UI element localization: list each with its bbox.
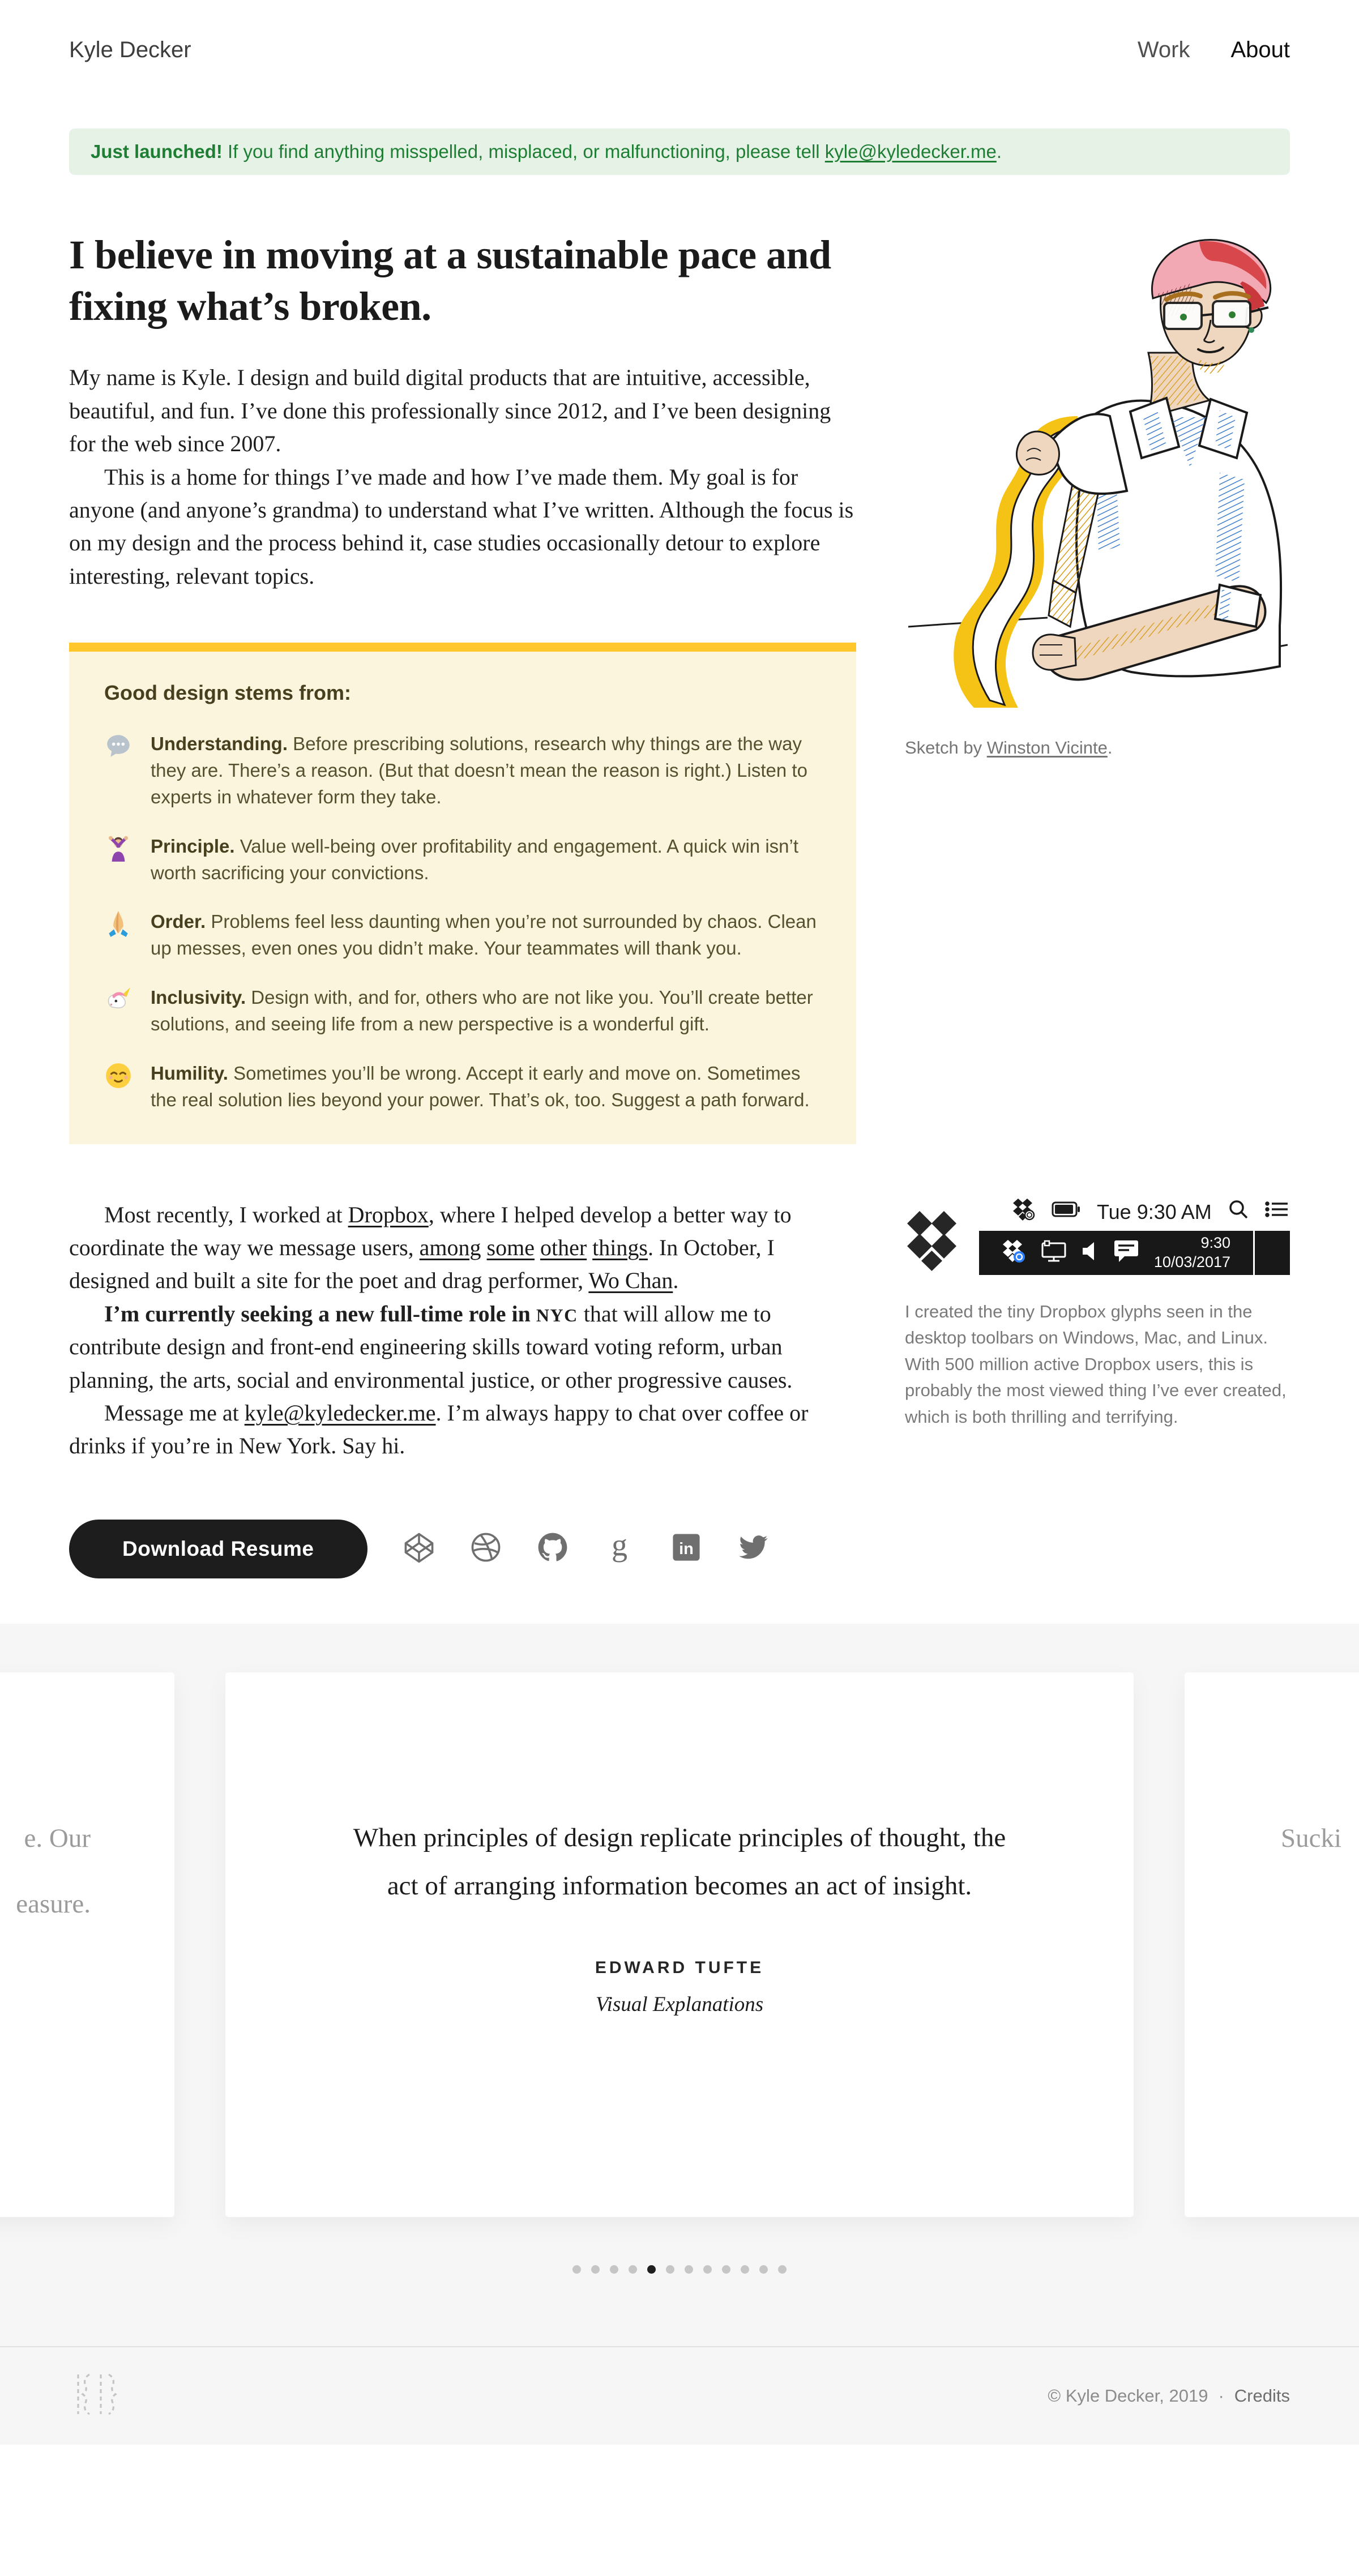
carousel-dot[interactable] <box>703 2265 712 2274</box>
dropbox-link[interactable]: Dropbox <box>348 1201 429 1227</box>
partial-quote-line: e. Our <box>24 1823 91 1853</box>
folded-hands-icon <box>104 909 134 962</box>
page-title: I believe in moving at a sustainable pace and fixing what’s broken. <box>69 232 831 329</box>
sketch-artist-link[interactable]: Winston Vicinte <box>986 738 1108 758</box>
wo-chan-link[interactable]: Wo Chan <box>588 1268 673 1294</box>
banner-text: If you find anything misspelled, misplaced, or malfunctioning, please tell <box>222 141 825 162</box>
dropbox-glyphs-figure <box>905 1199 1290 1275</box>
callout-item-text: Inclusivity. Design with, and for, others who are not like you. You’ll create better solutions, and seeing life from a new perspective is a wonderful gift. <box>151 987 813 1035</box>
dropbox-aside <box>905 1199 1290 1463</box>
quote-card-previous <box>0 1672 174 2217</box>
carousel-dot[interactable] <box>647 2265 656 2274</box>
banner-bold: Just launched! <box>91 141 223 162</box>
sketch-caption: Sketch by Winston Vicinte. <box>905 738 1113 758</box>
list-item <box>104 909 821 962</box>
partial-quote-line: Sucki <box>1281 1823 1342 1853</box>
carousel-dot[interactable] <box>722 2265 730 2274</box>
intro-paragraph-2: This is a home for things I’ve made and how I’ve made them. My goal is for anyone (and anyone’s grandma) to understand what I’ve written. Although the focus is on my design and the process behind it, case studies occasionally detour to explore interesting, relevant topics. <box>69 464 854 589</box>
other-link[interactable]: other <box>540 1235 587 1261</box>
quote-text: When principles of design replicate principles of thought, the act of arranging information becomes an act of insight. <box>353 1822 1006 1901</box>
speaker-icon <box>1082 1242 1099 1264</box>
carousel-dot[interactable] <box>572 2265 581 2274</box>
carousel-track <box>0 1672 1359 2217</box>
banner-email-link[interactable]: kyle@kyledecker.me <box>824 141 997 162</box>
list-item <box>104 833 821 887</box>
person-gesturing-no-icon <box>104 833 134 887</box>
twitter-icon[interactable] <box>737 1531 770 1567</box>
unicorn-icon <box>104 985 134 1038</box>
nyc-smallcaps: NYC <box>536 1304 578 1325</box>
quote-attribution: EDWARD TUFTE <box>595 1958 764 1977</box>
callout-item-text: Principle. Value well-being over profitability and engagement. A quick win isn’t worth sacrificing your convictions. <box>151 835 799 883</box>
footer-logo-icon <box>69 2368 128 2424</box>
goodreads-icon[interactable] <box>603 1531 636 1567</box>
carousel-dot[interactable] <box>685 2265 693 2274</box>
windows-taskbar <box>979 1231 1290 1275</box>
notification-list-icon <box>1265 1200 1289 1224</box>
carousel-dot[interactable] <box>741 2265 749 2274</box>
carousel-dot[interactable] <box>666 2265 674 2274</box>
list-item <box>104 985 821 1038</box>
list-item <box>104 731 821 811</box>
nav-item-about[interactable]: About <box>1230 37 1290 62</box>
dribbble-icon[interactable] <box>469 1531 502 1567</box>
callout-item-text: Understanding. Before prescribing solutions, research why things are the way they are. There’s a reason. (But that doesn’t mean the reason is right.) Listen to experts in whatever form they take. <box>151 733 807 807</box>
credits-link[interactable]: Credits <box>1234 2385 1290 2406</box>
svg-text:in: in <box>678 1540 694 1559</box>
dropbox-caption: I created the tiny Dropbox glyphs seen in the desktop toolbars on Windows, Mac, and Linux. With 500 million active Dropbox users, this is probably the most viewed thing I’ve ever created, which is both thrilling and terrifying. <box>905 1301 1287 1427</box>
carousel-dot[interactable] <box>610 2265 618 2274</box>
work-section <box>69 1199 1290 1463</box>
dropbox-mac-tray-icon <box>1012 1197 1036 1226</box>
mac-menubar <box>979 1199 1290 1226</box>
launch-banner <box>69 129 1290 175</box>
callout-heading: Good design stems from: <box>104 681 352 705</box>
display-network-icon <box>1041 1240 1067 1265</box>
callout-item-text: Order. Problems feel less daunting when you’re not surrounded by chaos. Clean up messes, even ones you didn’t make. Your teammates will thank you. <box>151 911 817 959</box>
work-paragraph-dropbox: Most recently, I worked at Dropbox, where I helped develop a better way to coordinate the way we message users, among some other things. In October, I designed and built a site for the poet and drag performer, Wo Chan. <box>69 1201 792 1294</box>
quote-carousel-section <box>0 1624 1359 2346</box>
mac-clock-text: Tue 9:30 AM <box>1097 1200 1212 1223</box>
email-link[interactable]: kyle@kyledecker.me <box>244 1400 436 1426</box>
relieved-face-icon <box>104 1060 134 1114</box>
hero-left-column <box>69 229 856 1144</box>
linkedin-icon[interactable] <box>670 1531 703 1567</box>
quote-card-active <box>225 1672 1134 2217</box>
work-paragraph-seeking: I’m currently seeking a new full-time role in NYC that will allow me to contribute design and front-end engineering skills toward voting reform, urban planning, the arts, social and environmental justice, or other progressive causes. <box>69 1300 793 1393</box>
windows-clock-text: 9:30 10/03/2017 <box>1153 1234 1230 1270</box>
partial-quote-line: easure. <box>16 1889 91 1919</box>
hero-right-column <box>905 229 1290 1144</box>
copyright-text: © Kyle Decker, 2019 <box>1048 2385 1208 2406</box>
carousel-dot[interactable] <box>629 2265 637 2274</box>
resume-row <box>69 1520 1290 1578</box>
svg-text:g: g <box>611 1531 627 1563</box>
carousel-dot[interactable] <box>778 2265 787 2274</box>
banner-suffix: . <box>996 141 1002 162</box>
quote-source: Visual Explanations <box>595 1992 764 2016</box>
work-paragraph-contact: Message me at kyle@kyledecker.me. I’m always happy to chat over coffee or drinks if you’re in New York. Say hi. <box>69 1400 809 1459</box>
things-link[interactable]: things <box>592 1235 648 1261</box>
carousel-dot[interactable] <box>591 2265 600 2274</box>
taskbar-divider <box>1253 1231 1255 1275</box>
battery-icon <box>1052 1199 1081 1225</box>
carousel-dot[interactable] <box>759 2265 768 2274</box>
dropbox-logo-icon <box>905 1210 959 1275</box>
among-link[interactable]: among <box>419 1235 481 1261</box>
site-header <box>0 0 1359 63</box>
brand-link[interactable]: Kyle Decker <box>69 37 191 62</box>
quote-card-next <box>1185 1672 1359 2217</box>
toolbar-rows <box>979 1199 1290 1275</box>
portrait-sketch-illustration <box>905 229 1290 708</box>
hero-section <box>69 229 1290 1144</box>
carousel-dots <box>0 2265 1359 2346</box>
social-links <box>403 1531 770 1567</box>
codepen-icon[interactable] <box>403 1531 435 1567</box>
some-link[interactable]: some <box>486 1235 535 1261</box>
site-footer <box>0 2346 1359 2445</box>
callout-item-text: Humility. Sometimes you’ll be wrong. Accept it early and move on. Sometimes the real solution lies beyond your power. That’s ok, too. Suggest a path forward. <box>151 1062 810 1110</box>
footer-separator: · <box>1218 2385 1224 2406</box>
github-icon[interactable] <box>536 1531 569 1567</box>
intro-paragraph-1: My name is Kyle. I design and build digital products that are intuitive, accessible, beautiful, and fun. I’ve done this professionally since 2012, and I’ve been designing for the web since 2007. <box>69 365 831 457</box>
dropbox-windows-tray-icon <box>1001 1239 1026 1266</box>
main-nav <box>1138 37 1290 63</box>
spotlight-search-icon <box>1228 1199 1249 1225</box>
download-resume-button[interactable]: Download Resume <box>69 1520 367 1578</box>
work-left-column <box>69 1199 856 1463</box>
list-item <box>104 1060 821 1114</box>
notification-comment-icon <box>1113 1239 1139 1266</box>
speech-balloon-icon <box>104 731 134 811</box>
nav-item-work[interactable]: Work <box>1137 37 1190 62</box>
footer-meta <box>1048 2386 1290 2406</box>
design-principles-callout <box>69 643 856 1144</box>
